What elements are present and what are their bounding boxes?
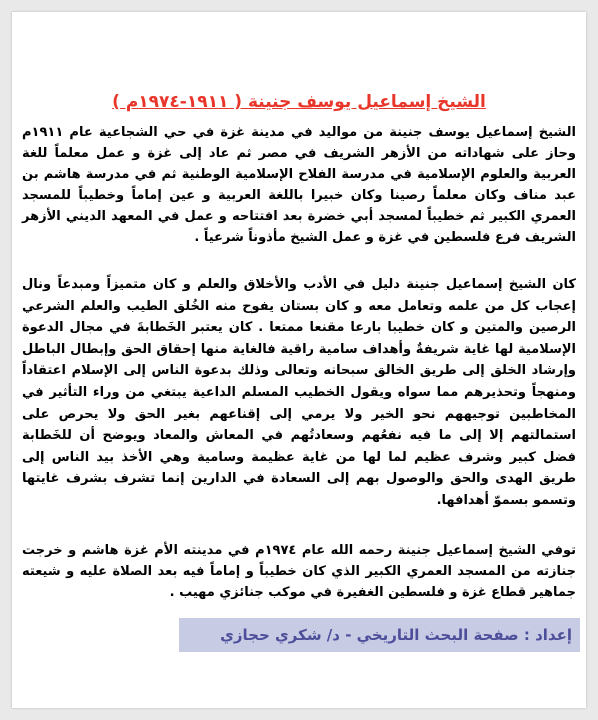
document-page (12, 12, 586, 708)
biography-paragraph-early-life: الشيخ إسماعيل يوسف جنينة من مواليد في مدينة غزة في حي الشجاعية عام ١٩١١م وحاز على شهاداته من الأزهر الشريف في مصر ثم عاد إلى غزة و عمل معلماً للغة العربية والعلوم الإسلامية في مدرسة الفلاح الإسلامية الوطنية ثم في مدرسة هاشم بن عبد مناف وكان معلماً رصينا وكان خبيرا باللغة العربية و عين إماماً وخطيباً للمسجد العمري الكبير ثم خطيباً لمسجد أبي خضرة بعد افتتاحه و عمل في المعهد الديني الأزهر الشريف فرع فلسطين في غزة و عمل الشيخ مأذوناً شرعياً . (22, 125, 576, 245)
document-title: الشيخ إسماعيل يوسف جنينة ( ١٩١١-١٩٧٤م ) (112, 92, 486, 112)
biography-paragraph-death: توفي الشيخ إسماعيل جنينة رحمه الله عام ١٩٧٤م في مدينته الأم غزة هاشم و خرجت جنازته من المسجد العمري الكبير الذي كان خطيباً و إماماً فيه بعد الصلاة عليه و شيعته جماهير قطاع غزة و فلسطين الغفيرة في موكب جنائزي مهيب . (22, 543, 576, 600)
author-credit-banner: إعداد : صفحة البحث التاريخي - د/ شكري حجازي (179, 618, 580, 652)
document-content (12, 12, 586, 708)
biography-paragraph-character-and-preaching: كان الشيخ إسماعيل جنينة دليل في الأدب والأخلاق والعلم و كان متميزاً ومبدعاً ونال إعجاب كل من علمه وتعامل معه و كان بستان يفوح منه الخُلق الطيب والعلم الشرعي الرصين والمتين و كان خطيبا بارعا مقنعا ممتعا . كان يعتبر الخَطابةَ في مجال الدعوة الإسلامية لها غاية شريفةٌ وأهداف سامية راقية فالغاية منها إحقاق الحق وإبطال الباطل وإرشاد الخلق إلى طريق الخالق سبحانه وتعالى وذلك بدعوة الناس إلى الإسلام اعتقاداً ومنهجاً وتحذيرهم مما سواه ويقول الخطيب المسلم الداعية يبتغي من وراء التأثير في المخاطبين توجيههم نحو الخير ولا يرمي إلى إقناعهم بغير الحق ولا يحرص على استمالتهم إلا إلى ما فيه نفعُهم وسعادتُهم في المعاش والمعاد ويوضح أن للخَطابة فضل كبير وشرف عظيم لما لها من غاية عظيمة وسامية وهي الأخذ بيد الناس إلى طريق الهدى والحق والوصول بهم إلى السعادة في الدارين إنما تشرف بشرف غايتها وتسمو بسموّ أهدافها. (22, 277, 576, 508)
